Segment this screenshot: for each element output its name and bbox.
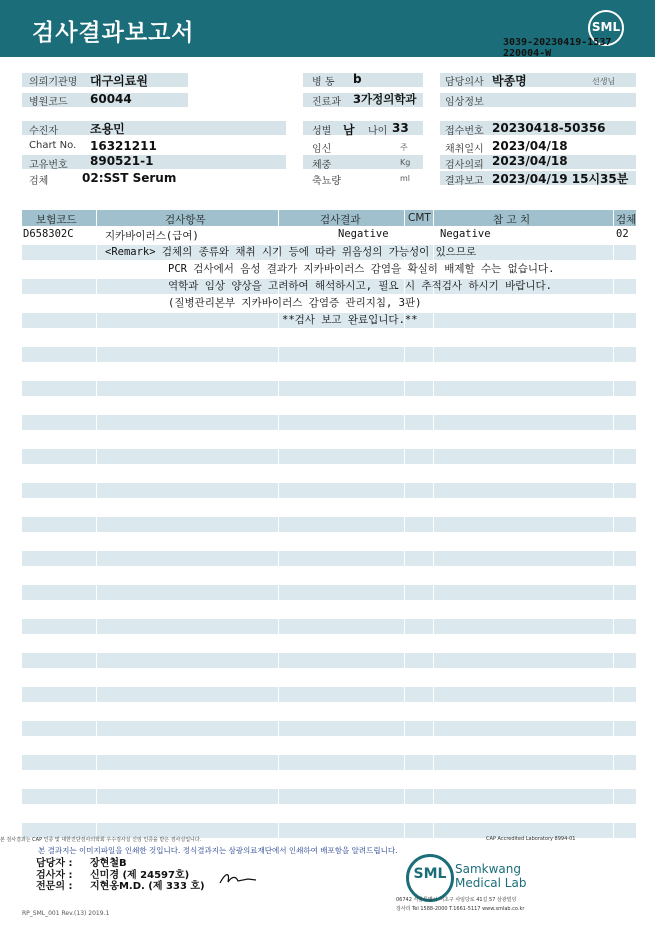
recv-label: 접수번호 (445, 126, 484, 137)
row-result: Negative (338, 228, 389, 240)
code-value: 60044 (90, 92, 132, 106)
brand-line2: Medical Lab (455, 876, 527, 890)
row-ref: Negative (440, 228, 491, 240)
sig2-label: 검사자 : (36, 870, 73, 881)
sig1-label: 담당자 : (36, 858, 73, 869)
age-value: 33 (392, 121, 409, 135)
table-stripe (22, 585, 636, 600)
doctor-suffix: 선생님 (592, 77, 616, 86)
remark-line: (질병관리본부 지카바이러스 감염증 관리지침, 3판) (168, 297, 422, 309)
preg-label: 임신 (312, 144, 332, 155)
age-label: 나이 (368, 126, 388, 137)
table-stripe (22, 449, 636, 464)
collect-label: 채취일시 (445, 144, 484, 155)
req-label: 검사의뢰 (445, 160, 484, 171)
report-done: **검사 보고 완료입니다.** (282, 314, 418, 326)
signature-icon (218, 868, 258, 888)
th-ref: 참 고 치 (493, 214, 531, 226)
req-value: 2023/04/18 (492, 154, 568, 168)
code-label: 병원코드 (29, 97, 68, 108)
specimen-value: 02:SST Serum (82, 171, 177, 185)
dept-value: 3가정의학과 (353, 92, 417, 106)
recv-value: 20230418-50356 (492, 121, 606, 135)
sex-label: 성별 (312, 126, 332, 137)
table-stripe (22, 721, 636, 736)
remark-line: 역학과 임상 양상을 고려하여 해석하시고, 필요 시 추적검사 하시기 바랍니다. (168, 280, 552, 292)
col-divider (96, 210, 97, 842)
report-label: 결과보고 (445, 176, 484, 187)
clinical-label: 임상정보 (445, 97, 484, 108)
unique-value: 890521-1 (90, 154, 154, 168)
specimen-label: 검체 (29, 176, 49, 187)
table-stripe (22, 381, 636, 396)
notice: 본 결과지는 이미지파일을 인쇄한 것입니다. 정식결과지는 삼광의료재단에서 인쇄하여 배포함을 알려드립니다. (38, 846, 398, 855)
fine-print: 본 검사결과는 CAP 인증 및 대한진단검사의학회 우수검사실 신임 인증을 받은 검사실입니다. (0, 837, 202, 843)
urine-unit: ml (400, 174, 411, 183)
document-number: 3039-20230419-1537 220004-W (503, 37, 612, 59)
row-code: D658302C (23, 228, 74, 240)
table-stripe (22, 517, 636, 532)
report-value: 2023/04/19 15시35분 (492, 172, 629, 186)
sml-logo-text: SML (591, 20, 621, 34)
remark-line: <Remark> 검체의 종류와 채취 시기 등에 따라 위음성의 가능성이 있으므로 (105, 246, 477, 258)
report-title: 검사결과보고서 (32, 20, 195, 46)
th-cmt: CMT (408, 212, 431, 224)
sml-brand-text: SML (413, 866, 447, 882)
sig3-label: 전문의 : (36, 881, 73, 892)
patient-label-bar (22, 121, 286, 135)
th-code: 보험코드 (36, 214, 77, 226)
table-stripe (22, 551, 636, 566)
cap-number: CAP Accredited Laboratory 8994-01 (486, 836, 576, 842)
patient-value: 조용민 (90, 122, 125, 136)
table-stripe (22, 755, 636, 770)
unique-label: 고유번호 (29, 160, 68, 171)
table-stripe (22, 619, 636, 634)
table-stripe (22, 687, 636, 702)
chart-label: Chart No. (29, 140, 77, 151)
remark-line: PCR 검사에서 음성 결과가 지카바이러스 감염을 확실히 배제할 수는 없습니다. (168, 263, 555, 275)
sig1-value: 장현철B (90, 858, 127, 869)
table-stripe (22, 789, 636, 804)
collect-value: 2023/04/18 (492, 139, 568, 153)
chart-value: 16321211 (90, 139, 157, 153)
ward-value: b (353, 72, 362, 86)
urine-label: 축뇨량 (312, 176, 341, 187)
dept-label: 진료과 (312, 97, 341, 108)
doctor-label: 담당의사 (445, 77, 484, 88)
table-stripe (22, 653, 636, 668)
col-divider (613, 210, 614, 842)
sig2-value: 신미경 (제 24597호) (90, 870, 190, 881)
brand-line1: Samkwang (455, 862, 521, 876)
sex-value: 남 (343, 123, 355, 137)
th-spec: 검체 (616, 214, 637, 226)
table-stripe (22, 483, 636, 498)
th-result: 검사결과 (320, 214, 361, 226)
address: 06742 서울특별시 서초구 사임당로 41길 57 삼광빌딩 (396, 897, 517, 903)
patient-label: 수진자 (29, 126, 58, 137)
table-stripe (22, 415, 636, 430)
hospital-label: 의뢰기관명 (29, 77, 78, 88)
form-number: RP_SML_001 Rev.(13) 2019.1 (22, 910, 110, 917)
row-item: 지카바이러스(급여) (105, 230, 199, 242)
col-divider (433, 210, 434, 842)
doctor-value: 박종명 (492, 74, 527, 88)
table-stripe (22, 347, 636, 362)
hospital-value: 대구의료원 (90, 74, 148, 88)
row-spec: 02 (616, 228, 629, 240)
th-item: 검사항목 (165, 214, 206, 226)
sig3-value: 지현옹M.D. (제 333 호) (90, 881, 205, 892)
preg-unit: 주 (400, 143, 408, 152)
weight-unit: Kg (400, 158, 411, 167)
ward-label: 병 동 (312, 77, 335, 88)
weight-label: 체중 (312, 160, 332, 171)
contact: 검사리 Tel 1588-2000 T.1661-5117 www.smlab.co.kr (396, 906, 525, 912)
